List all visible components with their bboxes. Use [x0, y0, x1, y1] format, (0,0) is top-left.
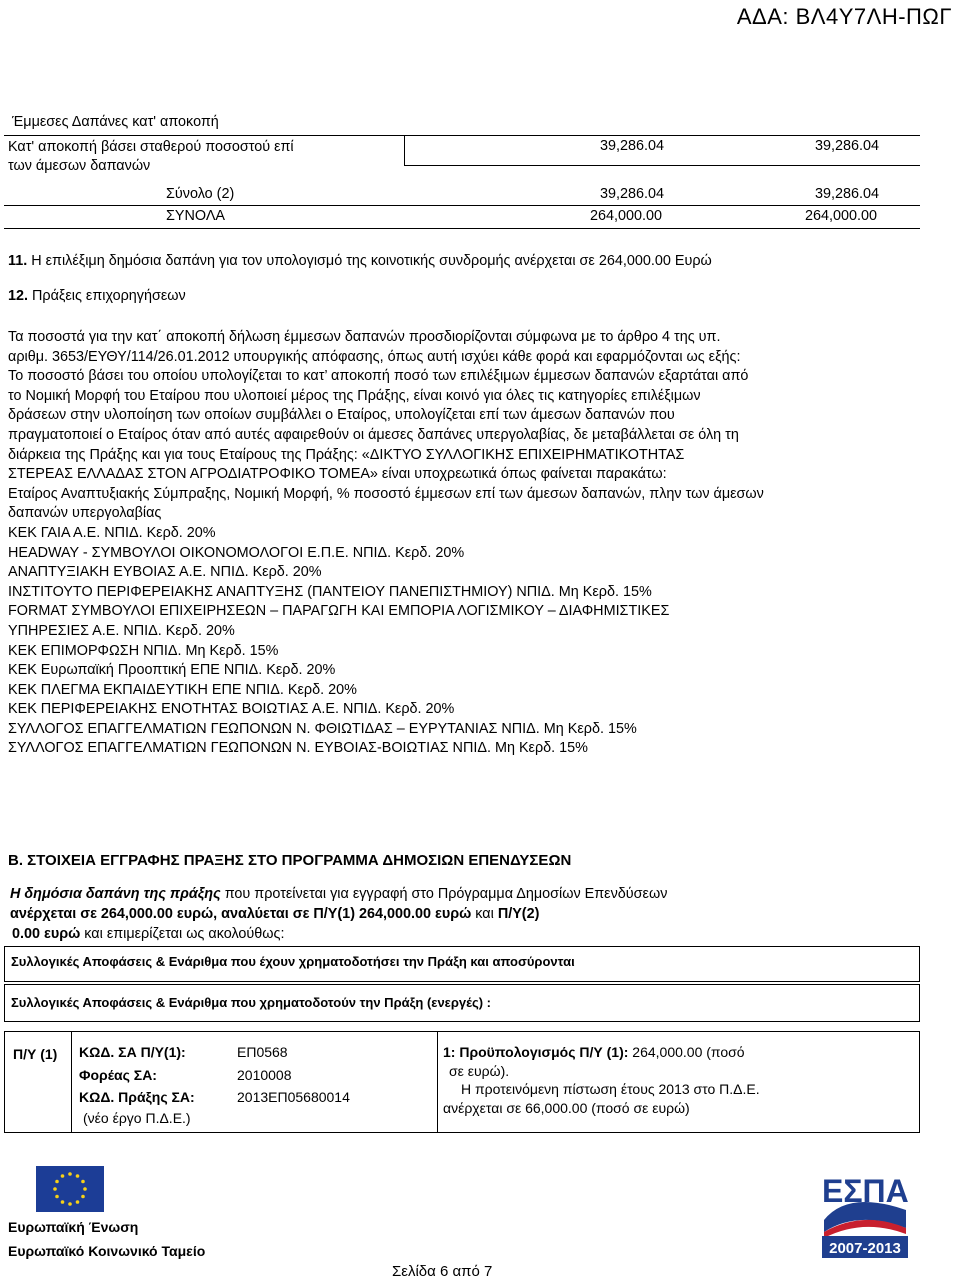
espa-years: 2007-2013 — [829, 1240, 901, 1257]
eu-star-icon — [53, 1187, 57, 1191]
esf-caption: Ευρωπαϊκό Κοινωνικό Ταμείο — [8, 1243, 206, 1259]
eu-star-icon — [55, 1180, 59, 1184]
eu-star-icon — [81, 1180, 85, 1184]
new-project-note: (νέο έργο Π.Δ.Ε.) — [83, 1110, 191, 1126]
table-line — [404, 165, 920, 166]
subtotal-value-1: 39,286.04 — [600, 186, 665, 202]
foreas-value: 2010008 — [237, 1067, 292, 1083]
withdrawn-decisions-box: Συλλογικές Αποφάσεις & Ενάριθμα που έχουν χρηματοδοτήσει την Πράξη και αποσύρονται — [4, 946, 920, 982]
budget-table — [4, 1031, 920, 1133]
espa-wordmark: ΕΣΠΑ — [822, 1173, 909, 1209]
credit-line-1: Η προτεινόμενη πίστωση έτους 2013 στο Π.Δ.Ε. — [461, 1081, 760, 1097]
eu-star-icon — [68, 1202, 72, 1206]
eu-star-icon — [76, 1200, 80, 1204]
flat-rate-value-2: 39,286.04 — [815, 138, 880, 154]
eu-flag-logo — [36, 1166, 104, 1212]
total-label: ΣΥΝΟΛΑ — [166, 208, 226, 224]
eu-star-icon — [61, 1200, 65, 1204]
paragraph-11: 11. Η επιλέξιμη δημόσια δαπάνη για τον υπολογισμό της κοινοτικής συνδρομής ανέρχεται σε 264,000.00 Ευρώ — [8, 253, 712, 269]
ada-code: ΑΔΑ: ΒΛ4Υ7ΛΗ-ΠΩΓ — [736, 4, 952, 29]
eu-star-icon — [61, 1174, 65, 1178]
table-line — [4, 205, 920, 206]
foreas-label: Φορέας ΣΑ: — [79, 1067, 157, 1083]
total-value-1: 264,000.00 — [590, 208, 663, 224]
cell-divider — [404, 136, 405, 166]
active-decisions-box: Συλλογικές Αποφάσεις & Ενάριθμα που χρηματοδοτούν την Πράξη (ενεργές) : — [4, 984, 920, 1022]
eu-star-icon — [81, 1195, 85, 1199]
py-label: Π/Υ (1) — [13, 1046, 58, 1062]
kod-praxis-value: 2013ΕΠ05680014 — [237, 1089, 350, 1105]
total-value-2: 264,000.00 — [805, 208, 878, 224]
table-line — [4, 228, 920, 229]
kod-sa-value: ΕΠ0568 — [237, 1044, 288, 1060]
credit-line-2: ανέρχεται σε 66,000.00 (ποσό σε ευρώ) — [443, 1100, 690, 1116]
indirect-rates-text: Τα ποσοστά για την κατ΄ αποκοπή δήλωση έμμεσων δαπανών προσδιορίζονται σύμφωνα με το άρθρο 4 της υπ. αριθμ. 3653/ΕΥΘΥ/114/26.01.2012 υπουργικής απόφασης, όπως αυτή ισχύει κάθε φορά και εφαρμόζονται ως εξής: Το ποσοστό βάσει του οποίου υπολογίζεται το κατ’ αποκοπή ποσό των επιλέξιμων έμμεσων δαπανών εξαρτάται από το Νομική Μορφή του Εταίρου που υλοποιεί μέρος της Πράξης, είναι κοινό για όλες τις κατηγορίες επιλέξιμων δράσεων στην υλοποίηση των οποίων συμβάλλει ο Εταίρος, υπολογίζεται επί των άμεσων δαπανών που πραγματοποιεί ο Εταίρος όταν από αυτές αφαιρεθούν οι άμεσες δαπάνες υπεργολαβίας, δε μεταβάλλεται σε όλη τη διάρκεια της Πράξης και για τους Εταίρους της Πράξης: «ΔΙΚΤΥΟ ΣΥΛΛΟΓΙΚΗΣ ΕΠΙΧΕΙΡΗΜΑΤΙΚΟΤΗΤΑΣ ΣΤΕΡΕΑΣ ΕΛΛΑΔΑΣ ΣΤΟΝ ΑΓΡΟΔΙΑΤΡΟΦΙΚΟ ΤΟΜΕΑ» είναι υποχρεωτικά όπως φαίνεται παρακάτω: Εταίρος Αναπτυξιακής Σύμπραξης, Νομική Μορφή, % ποσοστό έμμεσων επί των άμεσων δαπανών, πλην των άμεσων δαπανών υπεργολαβίας ΚΕΚ ΓΑΙΑ Α.Ε. ΝΠΙΔ. Κερδ. 20% HEADWAY - ΣΥΜΒΟΥΛΟΙ ΟΙΚΟΝΟΜΟΛΟΓΟΙ Ε.Π.Ε. ΝΠΙΔ. Κερδ. 20% ΑΝΑΠΤΥΞΙΑΚΗ ΕΥΒΟΙΑΣ Α.Ε. ΝΠΙΔ. Κερδ. 20% ΙΝΣΤΙΤΟΥΤΟ ΠΕΡΙΦΕΡΕΙΑΚΗΣ ΑΝΑΠΤΥΞΗΣ (ΠΑΝΤΕΙΟΥ ΠΑΝΕΠΙΣΤΗΜΙΟΥ) ΝΠΙΔ. Μη Κερδ. 15% FORMAT ΣΥΜΒΟΥΛΟΙ ΕΠΙΧΕΙΡΗΣΕΩΝ – ΠΑΡΑΓΩΓΗ ΚΑΙ ΕΜΠΟΡΙΑ ΛΟΓΙΣΜΙΚΟΥ – ΔΙΑΦΗΜΙΣΤΙΚΕΣ ΥΠΗΡΕΣΙΕΣ Α.Ε. ΝΠΙΔ. Κερδ. 20% ΚΕΚ ΕΠΙΜΟΡΦΩΣΗ ΝΠΙΔ. Μη Κερδ. 15% ΚΕΚ Ευρωπαϊκή Προοπτική ΕΠΕ ΝΠΙΔ. Κερδ. 20% ΚΕΚ ΠΛΕΓΜΑ ΕΚΠΑΙΔΕΥΤΙΚΗ ΕΠΕ ΝΠΙΔ. Κερδ. 20% ΚΕΚ ΠΕΡΙΦΕΡΕΙΑΚΗΣ ΕΝΟΤΗΤΑΣ ΒΟΙΩΤΙΑΣ Α.Ε. ΝΠΙΔ. Κερδ. 20% ΣΥΛΛΟΓΟΣ ΕΠΑΓΓΕΛΜΑΤΙΩΝ ΓΕΩΠΟΝΩΝ Ν. ΦΘΙΩΤΙΔΑΣ – ΕΥΡΥΤΑΝΙΑΣ ΝΠΙΔ. Μη Κερδ. 15% ΣΥΛΛΟΓΟΣ ΕΠΑΓΓΕΛΜΑΤΙΩΝ ΓΕΩΠΟΝΩΝ Ν. ΕΥΒΟΙΑΣ-ΒΟΙΩΤΙΑΣ ΝΠΙΔ. Μη Κερδ. 15% — [8, 329, 764, 757]
cell-divider — [71, 1032, 72, 1132]
eu-star-icon — [55, 1195, 59, 1199]
flat-rate-label: Κατ' αποκοπή βάσει σταθερού ποσοστού επί των άμεσων δαπανών — [8, 139, 294, 174]
budget-line: 1: Προϋπολογισμός Π/Υ (1): 264,000.00 (ποσό — [443, 1044, 745, 1060]
eu-caption: Ευρωπαϊκή Ένωση — [8, 1219, 139, 1235]
page-number: Σελίδα 6 από 7 — [392, 1263, 493, 1280]
subtotal-label: Σύνολο (2) — [166, 186, 235, 202]
subtotal-value-2: 39,286.04 — [815, 186, 880, 202]
flat-rate-value-1: 39,286.04 — [600, 138, 665, 154]
paragraph-12: 12. Πράξεις επιχορηγήσεων — [8, 288, 186, 304]
cell-divider — [437, 1032, 438, 1132]
eu-star-icon — [76, 1174, 80, 1178]
eu-star-icon — [68, 1172, 72, 1176]
section-b-intro: Η δημόσια δαπάνη της πράξης που προτείνεται για εγγραφή στο Πρόγραμμα Δημοσίων Επενδύσεων ανέρχεται σε 264,000.00 ευρώ, αναλύεται σε Π/Υ(1) 264,000.00 ευρώ και Π/Υ(2) 0.00 ευρώ και επιμερίζεται ως ακολούθως: — [10, 886, 668, 942]
section-b-title: Β. ΣΤΟΙΧΕΙΑ ΕΓΓΡΑΦΗΣ ΠΡΑΞΗΣ ΣΤΟ ΠΡΟΓΡΑΜΜΑ ΔΗΜΟΣΙΩΝ ΕΠΕΝΔΥΣΕΩΝ — [8, 852, 572, 869]
budget-line-cont: σε ευρώ). — [449, 1063, 510, 1079]
espa-logo — [818, 1170, 912, 1260]
kod-praxis-label: ΚΩΔ. Πράξης ΣΑ: — [79, 1089, 195, 1105]
kod-sa-label: ΚΩΔ. ΣΑ Π/Υ(1): — [79, 1044, 186, 1060]
indirect-costs-title: Έμμεσες Δαπάνες κατ' αποκοπή — [12, 114, 219, 130]
eu-star-icon — [83, 1187, 87, 1191]
table-line — [4, 135, 920, 136]
